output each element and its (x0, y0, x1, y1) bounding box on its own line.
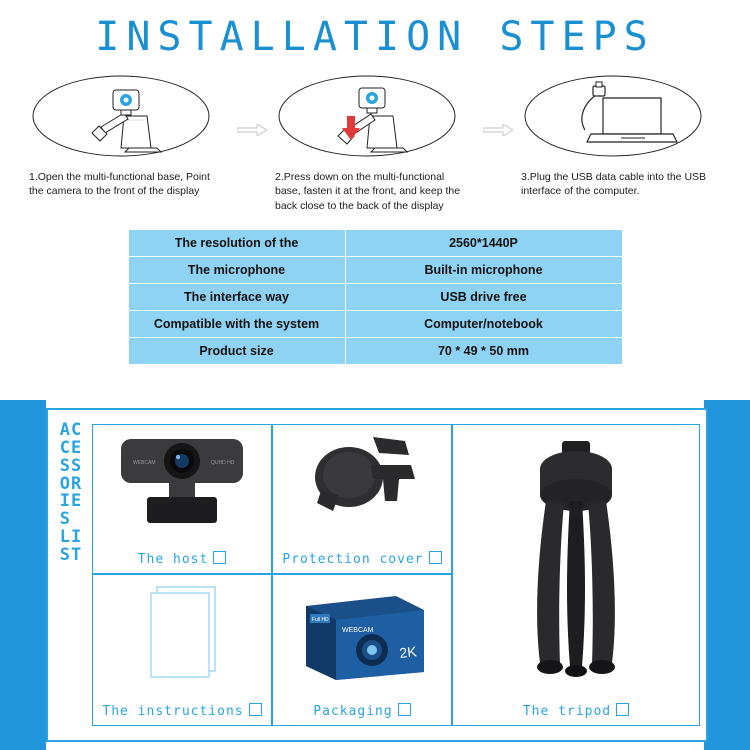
spec-value: Built-in microphone (345, 257, 622, 284)
accessory-label-host (93, 551, 271, 567)
step-2 (275, 72, 475, 213)
svg-text:QUHD HD: QUHD HD (211, 460, 235, 466)
accessory-cell-packaging[interactable] (272, 574, 452, 726)
spec-value: USB drive free (345, 284, 622, 311)
accessory-cell-cover[interactable] (272, 424, 452, 574)
spec-value: 2560*1440P (345, 230, 622, 257)
spec-key: The microphone (128, 257, 345, 284)
accessory-label-text: The instructions (102, 704, 244, 719)
table-row (128, 311, 622, 338)
accessory-label-cover (273, 551, 451, 567)
accessories-grid (92, 416, 700, 734)
table-row (128, 284, 622, 311)
arrow-right-icon (483, 124, 513, 136)
table-row (128, 257, 622, 284)
accessory-cell-host[interactable] (92, 424, 272, 574)
step-1 (29, 72, 229, 199)
step-2-caption: 2.Press down on the multi-functional base, fasten it at the front, and keep the back close to the back of the display (275, 171, 461, 212)
arrow-right-icon (237, 124, 267, 136)
specification-table (128, 229, 623, 365)
protection-cover-illustration (273, 425, 451, 543)
table-row (128, 230, 622, 257)
step-1-caption: 1.Open the multi-functional base, Point the camera to the front of the display (29, 171, 210, 198)
accessory-cell-instructions[interactable] (92, 574, 272, 726)
step-3 (521, 72, 721, 199)
table-row (128, 338, 622, 365)
accessories-panel (46, 408, 708, 742)
accessory-label-text: The host (137, 552, 209, 567)
svg-text:WEBCAM: WEBCAM (133, 460, 156, 466)
accessory-cell-tripod[interactable] (452, 424, 700, 726)
spec-key: The resolution of the (128, 230, 345, 257)
page-edge-right (704, 400, 750, 750)
accessory-label-packaging (273, 703, 451, 719)
installation-steps (0, 66, 750, 213)
accessory-label-tripod (453, 703, 699, 719)
accessory-checkbox[interactable] (429, 551, 442, 564)
step-3-caption: 3.Plug the USB data cable into the USB interface of the computer. (521, 171, 707, 198)
spec-value: 70 * 49 * 50 mm (345, 338, 622, 365)
webcam-host-illustration (93, 425, 271, 543)
svg-text:Full HD: Full HD (312, 617, 329, 623)
camera-pressed-base-illustration (275, 72, 460, 160)
svg-text:2K: 2K (398, 643, 418, 661)
step-arrow-2 (477, 72, 519, 136)
accessory-label-text: Packaging (313, 704, 393, 719)
accessory-label-text: Protection cover (282, 552, 424, 567)
page-edge-left (0, 400, 46, 750)
usb-cable-laptop-illustration (521, 72, 706, 160)
accessory-checkbox[interactable] (616, 703, 629, 716)
page-title: INSTALLATION STEPS (95, 14, 655, 60)
spec-value: Computer/notebook (345, 311, 622, 338)
spec-key: Compatible with the system (128, 311, 345, 338)
retail-box-illustration (273, 575, 451, 695)
svg-text:WEBCAM: WEBCAM (342, 627, 374, 634)
step-arrow-1 (231, 72, 273, 136)
accessory-checkbox[interactable] (213, 551, 226, 564)
accessories-heading: A​C​C​E​S​S​O​R​I​E​S​ ​L​I​S​T (59, 420, 83, 565)
spec-key: The interface way (128, 284, 345, 311)
camera-on-base-illustration (29, 72, 214, 160)
tripod-illustration (453, 425, 699, 695)
accessory-checkbox[interactable] (398, 703, 411, 716)
accessory-label-instructions (93, 703, 271, 719)
accessory-checkbox[interactable] (249, 703, 262, 716)
accessory-label-text: The tripod (522, 704, 612, 719)
specification-table-wrapper (0, 229, 750, 365)
instruction-booklet-illustration (93, 575, 271, 695)
spec-key: Product size (128, 338, 345, 365)
